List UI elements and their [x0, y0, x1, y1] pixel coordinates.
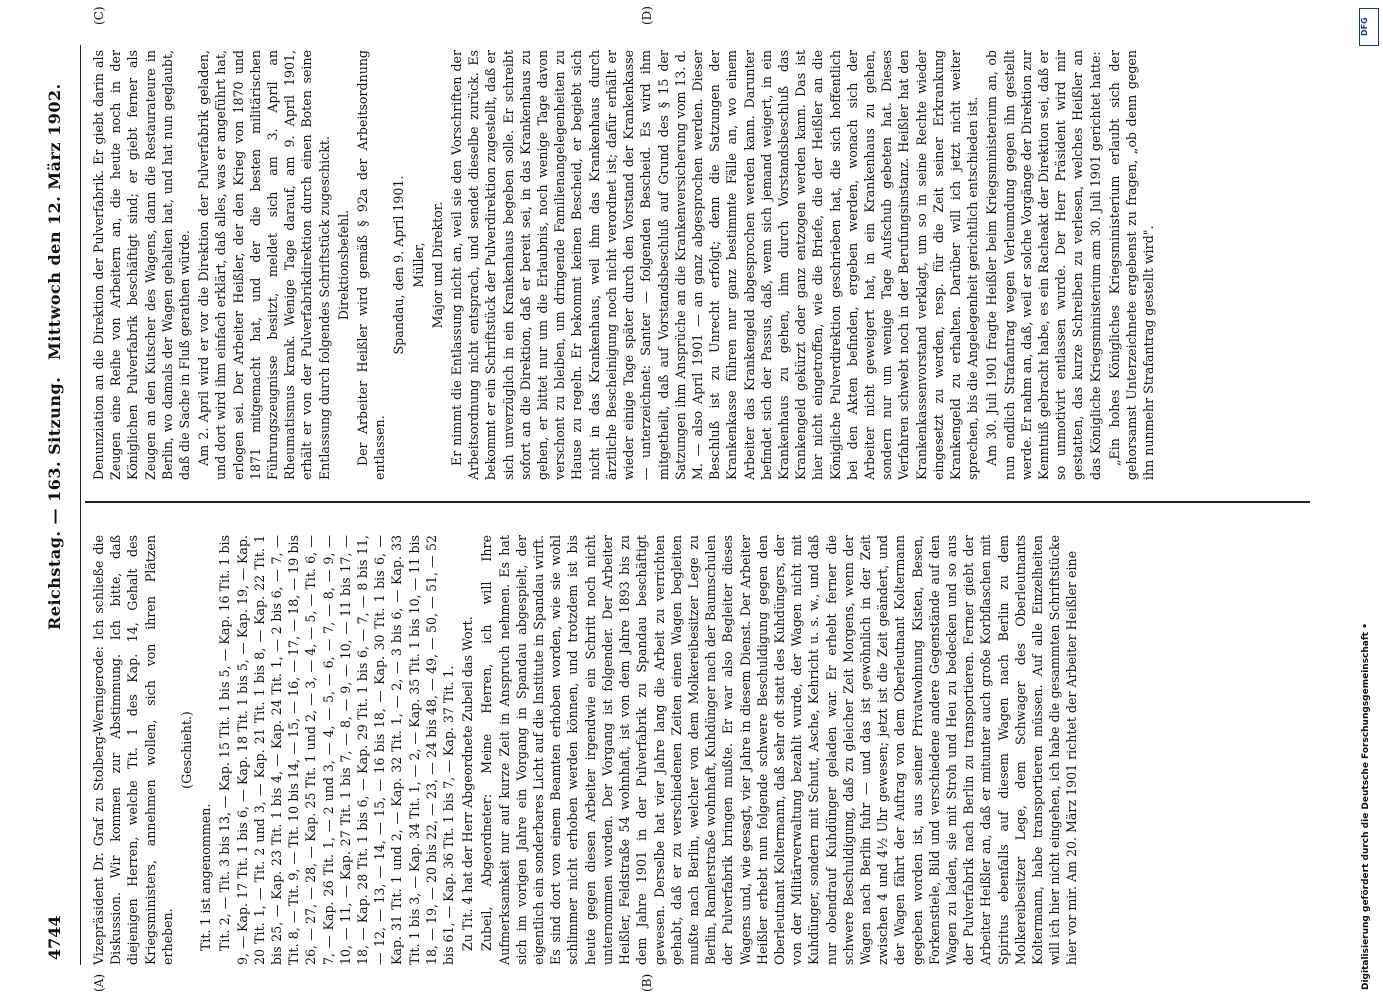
paragraph: Spandau, den 9. April 1901.: [391, 175, 407, 355]
paragraph: Er nimmt die Entlassung nicht an, weil sie den Vorschriften der Arbeitsordnung nicht entsprach, und sendet dieselbe zurück. Es bekommt er ein Schriftstück der Pulverdirektion zugestellt, daß er sich unverzüglich in ein Krankenhaus begeben solle. Er schreibt sofort an die Direktion, daß er bereit sei, in das Krankenhaus zu gehen, er bittet nur um die Erlaubnis, noch wenige Tage davon verschont zu bleiben, um dringende Familienangelegenheiten zu Hause zu regeln. Er bekommt keinen Bescheid, er begiebt sich nicht in das Krankenhaus, weil ihm das Krankenhaus durch ärztliche Bescheinigung noch nicht verordnet ist; dafür erhält er wieder einige Tage später durch den Vorstand der Krankenkasse — unterzeichnet: Santer — folgenden Bescheid. Es wird ihm mitgetheilt, daß auf Vorstandsbeschluß auf Grund des § 15 der Satzungen ihm Ansprüche an die Krankenversicherung vom 13. d. M. — also April 1901 — an ganz abgesprochen werden. Dieser Beschluß ist zu Unrecht erfolgt; denn die Satzungen der Krankenkasse führen nur ganz bestimmte Fälle an, wo einem Arbeiter das Krankengeld abgesprochen werden kann. Darunter befindet sich der Passus, daß, wenn sich jemand weigert, in ein Krankenhaus zu gehen, ihm durch Vorstandsbeschluß das Krankengeld gekürzt oder ganz entzogen werden kann. Das ist hier nicht eingetroffen, wie die Briefe, die der Heißler an die Königliche Pulverdirektion geschrieben hat, die sich hoffentlich bei den Akten befinden, ergeben werden, wonach sich der Arbeiter nicht geweigert hat, in ein Krankenhaus zu gehen, sondern nur um wenige Tage Aufschub gebeten hat. Dieses Verfahren schwebt noch in der Berufungsinstanz. Heißler hat den Krankenkassenvorstand verklagt, um so in seine Rechte wieder eingesetzt zu werden, resp. für die Zeit seiner Erkrankung Krankengeld zu erhalten. Darüber will ich jetzt nicht weiter sprechen, bis die Angelegenheit gerichtlich entschieden ist.: [449, 50, 981, 480]
paragraph: Tit. 2, — Tit. 3 bis 13, — Kap. 15 Tit. 1 bis 5, — Kap. 16 Tit. 1 bis 9, — Kap. 17 Tit. 1 bis 6, — Kap. 18 Tit. 1 bis 5, — Kap. 19, — Kap. 20 Tit. 1, — Tit. 2 und 3, — Kap. 21 Tit. 1 bis 8, — Kap. 22 Tit. 1 bis 25, — Kap. 23 Tit. 1 bis 4, — Kap. 24 Tit. 1, — 2 bis 6, — 7, — Tit. 8, — Tit. 9, — Tit. 10 bis 14, — 15, — 16, — 17, — 18, — 19 bis 26, — 27, — 28, — Kap. 25 Tit. 1 und 2, — 3, — 4, — 5, — Tit. 6, — 7, — Kap. 26 Tit. 1, — 2 und 3, — 4, — 5, — 6, — 7, — 8, — 9, — 10, — 11, — Kap. 27 Tit. 1 bis 7, — 8, — 9, — 10, — 11 bis 17, — 18, — Kap. 28 Tit. 1 bis 6, — Kap. 29 Tit. 1 bis 6, — 7, — 8 bis 11, — 12, — 13, — 14, — 15, — 16 bis 18, — Kap. 30 Tit. 1 bis 6, — Kap. 31 Tit. 1 und 2, — Kap. 32 Tit. 1, — 2, — 3 bis 6, — Kap. 33 Tit. 1 bis 3, — Kap. 34 Tit. 1, — 2, — Kap. 35 Tit. 1 bis 10, — 11 bis 18, — 19, — 20 bis 22, — 23, — 24 bis 48, — 49, — 50, — 51, — 52 bis 61, — Kap. 36 Tit. 1 bis 7, — Kap. 37 Tit. 1.: [217, 535, 457, 965]
paragraph: Zubeil, Abgeordneter: Meine Herren, ich will Ihre Aufmerksamkeit nur auf kurze Zeit in Anspruch nehmen. Es hat sich im vorigen Jahre ein Vorgang in Spandau abgespielt, der eigentlich ein sonderbares Licht auf die Institute in Spandau wirft. Es sind dort von einem Beamten erhoben worden, wie sie wohl schlimmer nicht erhoben werden können, und trotzdem ist bis heute gegen diesen Arbeiter irgendwie ein Schritt noch nicht unternommen worden. Der Vorgang ist folgender. Der Arbeiter Heißler, Feldstraße 54 wohnhaft, ist von dem Jahre 1893 bis zu dem Jahre 1901 in der Pulverfabrik zu Spandau beschäftigt gewesen. Derselbe hat vier Jahre lang die Arbeit zu verrichten gehabt, daß er zu verschiedenen Zeiten einen Wagen begleiten mußte nach Berlin, welcher von dem Molkereibesitzer Lege zu Berlin, Ramlerstraße wohnhaft, Kuhdünger nach der Baumschulen der Pulverfabrik bringen mußte. Er war also Begleiter dieses Wagens und, wie gesagt, vier Jahre in diesem Dienst. Der Arbeiter Heißler erhebt nun folgende schwere Beschuldigung gegen den Oberleutnant Koltermann, daß sehr oft statt des Kuhdüngers, der von der Militärverwaltung bezahlt wurde, der Wagen nicht mit Kuhdünger, sondern mit Schutt, Asche, Kehricht u. s. w., und daß nur obendrauf Kuhdünger geladen war. Er erhebt ferner die schwere Beschuldigung, daß zu gleicher Zeit Morgens, wenn der Wagen nach Berlin fuhr — und das ist gewöhnlich in der Zeit zwischen 4 und 4½ Uhr gewesen; jetzt ist die Zeit geändert, und der Wagen fährt der Auftrag von dem Oberleutnant Koltermann gegeben worden ist, aus seiner Privatwohnung Kisten, Besen, Forkenstiele, Bild und verschiedene andere Gegenstände auf den Wagen zu laden, sie mit Stroh und Heu zu bedecken und so aus der Pulverfabrik nach Berlin zu transportieren. Ferner giebt der Arbeiter Heißler an, daß er mitunter auch große Korbflaschen mit Spiritus ebenfalls auf diesem Wagen nach Berlin zu dem Molkereibesitzer Lege, dem Schwager des Oberleutnants Koltermann, habe transportieren müssen. Auf alle Einzelheiten will ich hier nicht eingehen, ich habe die gesammten Schriftstücke hier vor mir. Am 20. März 1901 richtet der Arbeiter Heißler eine: [479, 535, 1080, 965]
paragraph: Am 2. April wird er vor die Direktion der Pulverfabrik geladen, und dort wird ihm einfach erklärt, daß alles, was er angeführt hat, erlogen sei. Der Arbeiter Heißler, der den Krieg von 1870 und 1871 mitgemacht hat, und der die besten militärischen Führungszeugnisse besitzt, meldet sich am 3. April an Rheumatismus krank. Wenige Tage darauf, am 9. April 1901, erhält er von der Pulverfabrikdirektion durch einen Boten seine Entlassung durch folgendes Schriftstück zugeschickt.: [196, 50, 332, 480]
right-column: [90, 50, 1310, 480]
paragraph: Der Arbeiter Heißler wird gemäß § 92a der Arbeitsordnung entlassen.: [355, 50, 388, 480]
column-divider: [85, 501, 1310, 503]
paragraph: (Geschieht.): [179, 711, 195, 789]
page-number: 4744: [45, 915, 64, 960]
paragraph: Vizepräsident Dr. Graf zu Stolberg-Wernigerode: Ich schließe die Diskussion. Wir kommen zur Abstimmung. Ich bitte, daß diejenigen Herren, welche Tit. 1 des Kap. 14, Gehalt des Kriegsministers, annehmen wollen, sich von ihren Plätzen erheben.: [91, 535, 175, 965]
margin-marker-d: (D): [640, 6, 654, 25]
digitization-credit: Digitalisierung gefördert durch die Deutsche Forschungsgemeinschaft •: [1361, 623, 1371, 990]
header-rule: [80, 45, 81, 965]
session-title: Reichstag. — 163. Sitzung.: [45, 376, 64, 630]
digitization-sidebar: [1355, 0, 1383, 1000]
dfg-logo: DFG: [1359, 8, 1379, 46]
page-header: [45, 60, 75, 960]
paragraph: Müller,: [410, 242, 426, 288]
session-date: Mittwoch den 12. März 1902.: [45, 83, 64, 360]
margin-marker-a: (A): [92, 973, 106, 992]
paragraph: Major und Direktor.: [429, 201, 445, 329]
paragraph: „Ein hohes Königliches Kriegsministerium erlaubt sich der gehorsamst Unterzeichnete ergebenst zu fragen, „ob denn gegen ihn nunmehr Strafantrag gestellt wird".: [1106, 50, 1157, 480]
left-column: [90, 535, 1310, 965]
paragraph: Zu Tit. 4 hat der Herr Abgeordnete Zubeil das Wort.: [460, 616, 476, 951]
margin-marker-c: (C): [92, 6, 106, 25]
paragraph: Tit. 1 ist angenommen.: [198, 803, 214, 951]
paragraph: Direktionsbefehl.: [335, 209, 351, 321]
paragraph: Denunziation an die Direktion der Pulverfabrik. Er giebt darin als Zeugen eine Reihe von Arbeitern an, die heute noch in der Königlichen Pulverfabrik beschäftigt sind; er giebt ferner als Zeugen an den Kutscher des Wagens, dann die Restaurateure in Berlin, wo damals der Wagen gehalten hat, und hat nun geglaubt, daß die Sache in Fluß gerathen würde.: [91, 50, 193, 480]
paragraph: Am 30. Juli 1901 fragte Heißler beim Kriegsministerium an, ob nun endlich Strafantrag wegen Verleumdung gegen ihn gestellt werde. Er nahm an, daß, weil er solche Vorgänge der Direktion zur Kenntniß gebracht habe, es ein Racheakt der Direktion sei, daß er so unmotivirt entlassen wurde. Der Herr Präsident wird mir gestatten, das kurze Schreiben zu verlesen, welches Heißler an das Königliche Kriegsministerium am 30. Juli 1901 gerichtet hatte:: [984, 50, 1103, 480]
margin-marker-b: (B): [640, 973, 654, 992]
